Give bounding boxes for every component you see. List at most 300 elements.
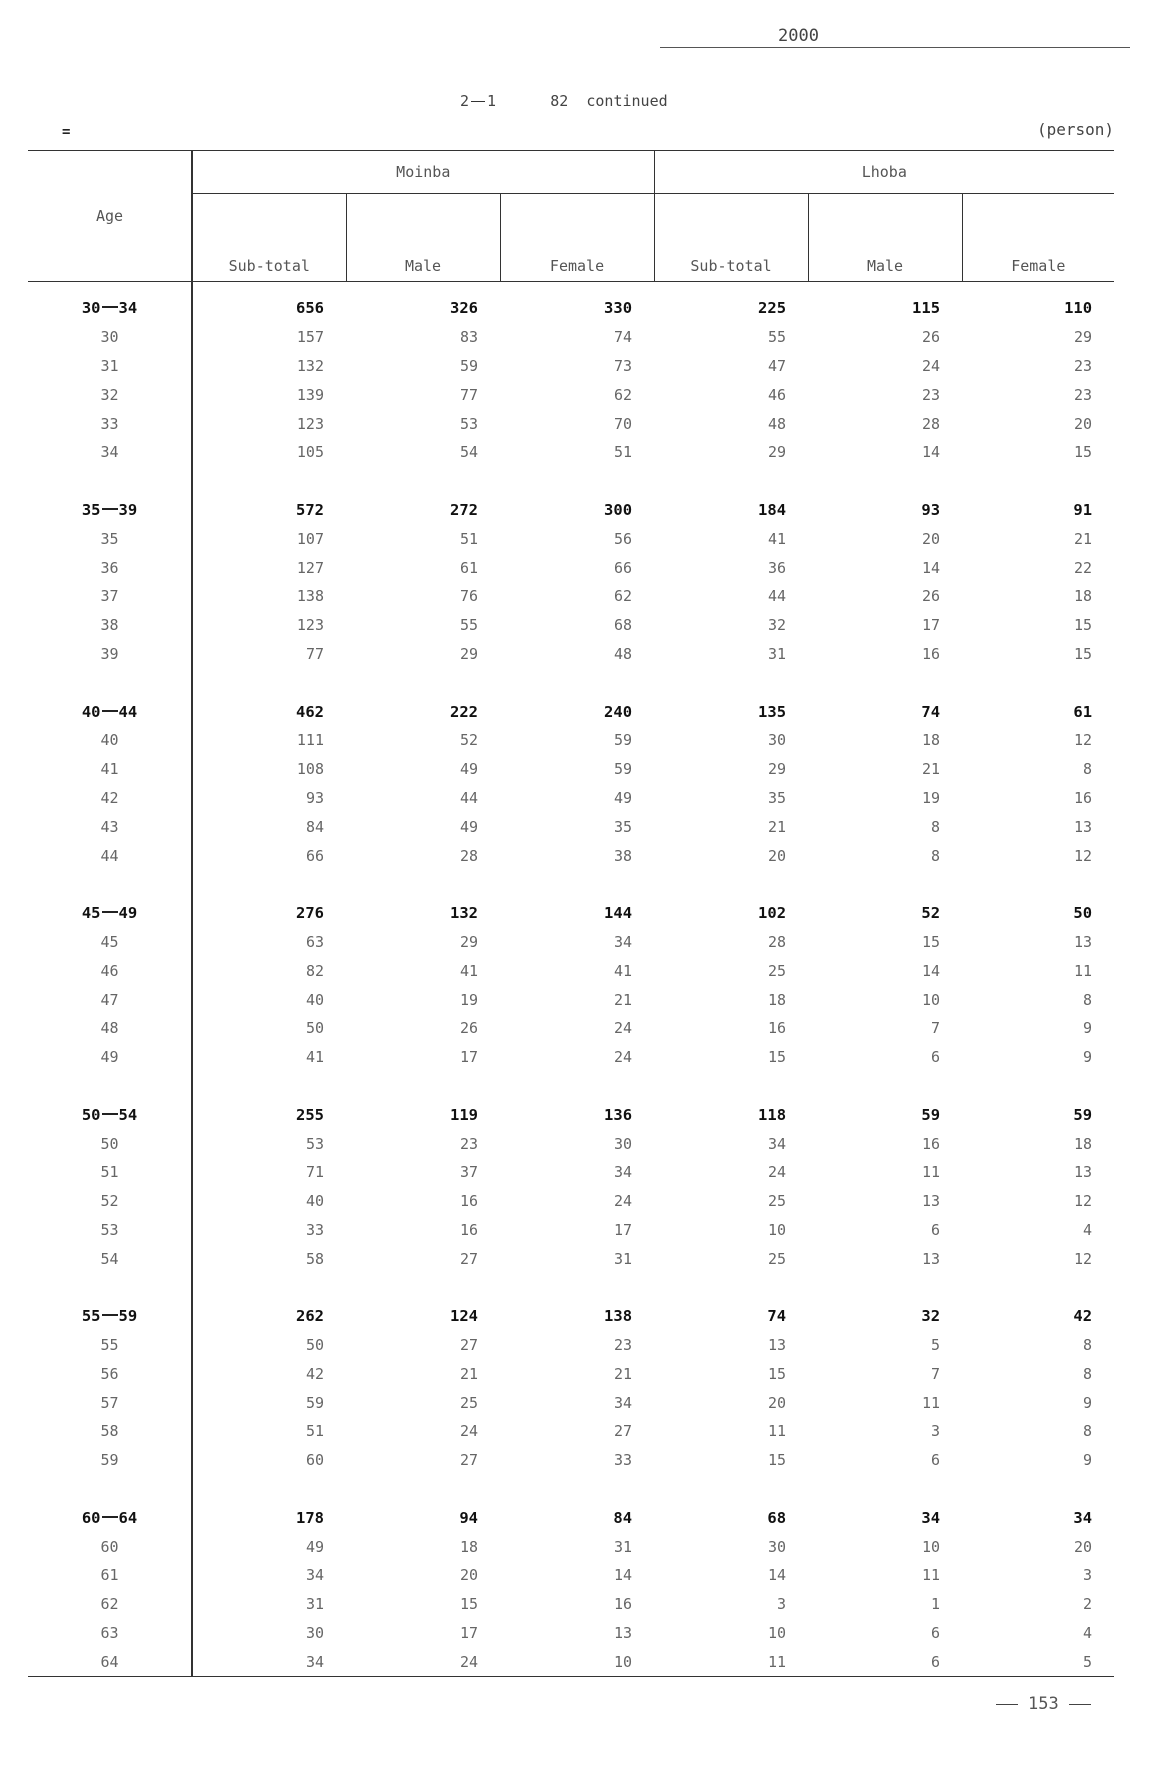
age-from: 50: [81, 1105, 101, 1124]
range-dash: [102, 508, 118, 510]
age-from: 30: [81, 299, 101, 318]
value-cell: 11: [767, 1422, 787, 1441]
value-cell: 6: [931, 1048, 941, 1067]
value-cell: 52: [459, 731, 478, 750]
value-cell: 17: [459, 1048, 478, 1067]
spacer-cell: [808, 668, 962, 697]
caption-left: 2: [460, 92, 470, 110]
value-cell: 14: [921, 443, 941, 462]
value-cell: 54: [459, 443, 478, 462]
age-group-row: [28, 697, 1114, 726]
value-cell: 59: [613, 760, 633, 779]
value-cell: 26: [921, 587, 941, 606]
value-cell: 8: [1083, 760, 1093, 779]
page-number-value: 153: [1028, 1694, 1059, 1714]
age-cell: 45: [28, 928, 192, 957]
spacer-cell: [500, 870, 654, 899]
spacer-cell: [346, 1072, 500, 1101]
age-cell: 62: [28, 1590, 192, 1619]
table-row: [28, 1388, 1114, 1417]
value-cell: 50: [305, 1336, 324, 1355]
subheader-subtotal: Sub-total: [654, 194, 808, 282]
value-cell: 12: [1074, 1249, 1093, 1268]
value-cell: 138: [296, 587, 324, 606]
value-cell: 30: [305, 1624, 324, 1643]
table-row: [28, 553, 1114, 582]
value-cell: 33: [305, 1220, 324, 1239]
age-to: 34: [118, 299, 138, 318]
spacer-cell: [192, 467, 346, 496]
group-total-cell: 326: [450, 299, 478, 318]
value-cell: 59: [613, 731, 633, 750]
value-cell: 18: [1074, 587, 1093, 606]
group-total-cell: 656: [296, 299, 324, 318]
group-total-cell: 68: [767, 1508, 787, 1527]
value-cell: 41: [767, 529, 787, 548]
spacer-cell: [346, 668, 500, 697]
age-to: 39: [118, 500, 138, 519]
age-group-label: [28, 1302, 192, 1331]
value-cell: 29: [767, 443, 787, 462]
value-cell: 28: [921, 414, 941, 433]
value-cell: 51: [613, 443, 633, 462]
table-row: [28, 928, 1114, 957]
value-cell: 60: [305, 1451, 324, 1470]
age-cell: 48: [28, 1014, 192, 1043]
value-cell: 132: [296, 356, 324, 375]
value-cell: 31: [767, 644, 787, 663]
value-cell: 19: [921, 788, 941, 807]
age-cell: 60: [28, 1532, 192, 1561]
group-total-cell: 74: [921, 702, 941, 721]
age-group-label: [28, 1100, 192, 1129]
table-row: [28, 438, 1114, 467]
group-total-cell: 136: [604, 1105, 633, 1124]
value-cell: 14: [767, 1566, 787, 1585]
spacer-cell: [654, 1475, 808, 1504]
value-cell: 46: [767, 385, 787, 404]
value-cell: 82: [305, 961, 324, 980]
value-cell: 21: [921, 760, 941, 779]
value-cell: 13: [1074, 932, 1093, 951]
value-cell: 139: [296, 385, 324, 404]
age-to: 64: [118, 1508, 138, 1527]
group-total-cell: 276: [296, 904, 324, 923]
age-cell: 49: [28, 1043, 192, 1072]
value-cell: 13: [1074, 1163, 1093, 1182]
value-cell: 16: [459, 1192, 478, 1211]
value-cell: 35: [767, 788, 787, 807]
value-cell: 53: [305, 1134, 324, 1153]
value-cell: 10: [767, 1624, 787, 1643]
value-cell: 55: [459, 616, 478, 635]
value-cell: 11: [1074, 961, 1093, 980]
value-cell: 58: [305, 1249, 324, 1268]
unit-label: (person): [1036, 120, 1114, 139]
spacer-cell: [346, 282, 500, 295]
value-cell: 23: [1074, 385, 1093, 404]
value-cell: 73: [613, 356, 633, 375]
value-cell: 18: [921, 731, 941, 750]
table-row: [28, 1129, 1114, 1158]
value-cell: 24: [459, 1422, 478, 1441]
range-dash: [102, 1113, 118, 1115]
spacer-cell: [808, 1072, 962, 1101]
table-row: [28, 524, 1114, 553]
value-cell: 3: [777, 1595, 787, 1614]
spacer-cell: [28, 870, 192, 899]
value-cell: 29: [459, 932, 478, 951]
caption-number: 82: [550, 92, 569, 110]
value-cell: 15: [1074, 616, 1093, 635]
age-group-row: [28, 1503, 1114, 1532]
spacer-cell: [28, 1273, 192, 1302]
page-number: [986, 1694, 1101, 1714]
value-cell: 9: [1083, 1451, 1093, 1470]
value-cell: 20: [459, 1566, 478, 1585]
age-group-label: [28, 1503, 192, 1532]
value-cell: 10: [500, 1647, 654, 1676]
spacer-cell: [962, 870, 1114, 899]
value-cell: 71: [305, 1163, 324, 1182]
subheader-male: Male: [808, 194, 962, 282]
value-cell: 21: [613, 990, 633, 1009]
range-dash: [102, 1516, 118, 1518]
table-row: [28, 1532, 1114, 1561]
value-cell: 20: [1074, 414, 1093, 433]
header-year: 2000: [660, 26, 1130, 48]
value-cell: 51: [305, 1422, 324, 1441]
group-total-cell: 102: [758, 904, 787, 923]
spacer-cell: [192, 282, 346, 295]
value-cell: 21: [1074, 529, 1093, 548]
group-total-cell: 225: [758, 299, 787, 318]
value-cell: 16: [767, 1019, 787, 1038]
spacer-cell: [808, 870, 962, 899]
spacer-cell: [346, 467, 500, 496]
value-cell: 107: [296, 529, 324, 548]
section-spacer: [28, 1273, 1114, 1302]
value-cell: 30: [613, 1134, 633, 1153]
table-row: [28, 1158, 1114, 1187]
value-cell: 108: [296, 760, 324, 779]
value-cell: 84: [305, 817, 324, 836]
spacer-cell: [500, 1273, 654, 1302]
value-cell: 24: [346, 1647, 500, 1676]
spacer-cell: [962, 467, 1114, 496]
table-row: [28, 352, 1114, 381]
group-total-cell: 93: [921, 500, 941, 519]
value-cell: 34: [305, 1566, 324, 1585]
spacer-cell: [192, 1273, 346, 1302]
spacer-cell: [654, 1072, 808, 1101]
section-spacer: [28, 282, 1114, 295]
value-cell: 29: [459, 644, 478, 663]
age-cell: 54: [28, 1244, 192, 1273]
value-cell: 8: [1083, 990, 1093, 1009]
value-cell: 13: [921, 1249, 941, 1268]
table-row: [28, 755, 1114, 784]
spacer-cell: [500, 282, 654, 295]
age-cell: 33: [28, 409, 192, 438]
value-cell: 63: [305, 932, 324, 951]
spacer-cell: [28, 282, 192, 295]
value-cell: 23: [459, 1134, 478, 1153]
table-row: [28, 1561, 1114, 1590]
group-total-cell: 59: [1073, 1105, 1093, 1124]
value-cell: 40: [305, 1192, 324, 1211]
group-total-cell: 119: [450, 1105, 478, 1124]
table-row: [28, 1647, 1114, 1676]
value-cell: 76: [459, 587, 478, 606]
value-cell: 123: [296, 616, 324, 635]
value-cell: 8: [1083, 1336, 1093, 1355]
value-cell: 93: [305, 788, 324, 807]
age-cell: 41: [28, 755, 192, 784]
value-cell: 2: [1083, 1595, 1093, 1614]
table-row: [28, 582, 1114, 611]
group-total-cell: 34: [1073, 1508, 1093, 1527]
age-group-row: [28, 1302, 1114, 1331]
group-total-cell: 300: [604, 500, 633, 519]
value-cell: 32: [767, 616, 787, 635]
value-cell: 12: [1074, 1192, 1093, 1211]
table-caption: [460, 92, 668, 110]
spacer-cell: [346, 1475, 500, 1504]
value-cell: 13: [1074, 817, 1093, 836]
group-total-cell: 115: [912, 299, 941, 318]
age-group-label: [28, 294, 192, 323]
value-cell: 28: [767, 932, 787, 951]
age-group-row: [28, 1100, 1114, 1129]
age-group-row: [28, 899, 1114, 928]
value-cell: 15: [459, 1595, 478, 1614]
value-cell: 6: [931, 1624, 941, 1643]
spacer-cell: [808, 1273, 962, 1302]
value-cell: 30: [767, 731, 787, 750]
value-cell: 31: [305, 1595, 324, 1614]
value-cell: 28: [459, 846, 478, 865]
age-to: 54: [118, 1105, 138, 1124]
spacer-cell: [654, 668, 808, 697]
value-cell: 35: [613, 817, 633, 836]
age-from: 35: [81, 500, 101, 519]
value-cell: 16: [459, 1220, 478, 1239]
value-cell: 26: [921, 328, 941, 347]
value-cell: 5: [931, 1336, 941, 1355]
age-group-label: [28, 496, 192, 525]
value-cell: 61: [459, 558, 478, 577]
group-total-cell: 178: [296, 1508, 324, 1527]
value-cell: 25: [767, 1192, 787, 1211]
value-cell: 27: [459, 1336, 478, 1355]
age-cell: 53: [28, 1216, 192, 1245]
value-cell: 16: [921, 644, 941, 663]
value-cell: 34: [613, 932, 633, 951]
table-row: [28, 1619, 1114, 1648]
value-cell: 15: [921, 932, 941, 951]
value-cell: 49: [305, 1537, 324, 1556]
group-total-cell: 240: [604, 702, 633, 721]
value-cell: 74: [613, 328, 633, 347]
value-cell: 48: [613, 644, 633, 663]
age-cell: 57: [28, 1388, 192, 1417]
age-group-label: [28, 899, 192, 928]
value-cell: 9: [1083, 1048, 1093, 1067]
value-cell: 34: [613, 1163, 633, 1182]
value-cell: 41: [459, 961, 478, 980]
value-cell: 7: [931, 1364, 941, 1383]
table-row: [28, 1331, 1114, 1360]
value-cell: 24: [613, 1048, 633, 1067]
age-to: 44: [118, 702, 138, 721]
value-cell: 15: [1074, 443, 1093, 462]
table-row: [28, 1187, 1114, 1216]
group-total-cell: 91: [1073, 500, 1093, 519]
value-cell: 10: [921, 990, 941, 1009]
section-spacer: [28, 467, 1114, 496]
value-cell: 48: [767, 414, 787, 433]
value-cell: 41: [305, 1048, 324, 1067]
section-spacer: [28, 1475, 1114, 1504]
age-from: 60: [81, 1508, 101, 1527]
value-cell: 34: [613, 1393, 633, 1412]
spacer-cell: [192, 1475, 346, 1504]
group-total-cell: 462: [296, 702, 324, 721]
value-cell: 53: [459, 414, 478, 433]
value-cell: 11: [921, 1566, 941, 1585]
age-to: 59: [118, 1307, 138, 1326]
caption-continued: continued: [586, 92, 668, 110]
group-total-cell: 42: [1073, 1307, 1093, 1326]
spacer-cell: [808, 282, 962, 295]
value-cell: 127: [296, 558, 324, 577]
caption-dash: [471, 101, 485, 102]
value-cell: 3: [931, 1422, 941, 1441]
value-cell: 4: [1083, 1220, 1093, 1239]
table-row: [28, 611, 1114, 640]
value-cell: 12: [1074, 846, 1093, 865]
value-cell: 15: [767, 1451, 787, 1470]
value-cell: 15: [1074, 644, 1093, 663]
value-cell: 6: [931, 1451, 941, 1470]
value-cell: 27: [459, 1451, 478, 1470]
subheader-female: Female: [500, 194, 654, 282]
value-cell: 24: [767, 1163, 787, 1182]
group-total-cell: 94: [459, 1508, 478, 1527]
value-cell: 9: [1083, 1019, 1093, 1038]
table-body: [28, 282, 1114, 1677]
group-total-cell: 572: [296, 500, 324, 519]
value-cell: 25: [459, 1393, 478, 1412]
value-cell: 31: [613, 1537, 633, 1556]
group-total-cell: 184: [758, 500, 787, 519]
age-from: 40: [81, 702, 101, 721]
table-row: [28, 409, 1114, 438]
value-cell: 50: [305, 1019, 324, 1038]
spacer-cell: [962, 1273, 1114, 1302]
group-total-cell: 59: [921, 1105, 941, 1124]
age-cell: 38: [28, 611, 192, 640]
value-cell: 30: [767, 1537, 787, 1556]
subheader-subtotal: Sub-total: [192, 194, 346, 282]
value-cell: 16: [921, 1134, 941, 1153]
value-cell: 41: [613, 961, 633, 980]
value-cell: 20: [767, 846, 787, 865]
table-row: [28, 640, 1114, 669]
group-total-cell: 144: [604, 904, 633, 923]
value-cell: 8: [1083, 1422, 1093, 1441]
group-header-lhoba: Lhoba: [654, 151, 1114, 194]
value-cell: 22: [1074, 558, 1093, 577]
spacer-cell: [28, 1072, 192, 1101]
group-total-cell: 32: [921, 1307, 941, 1326]
age-from: 55: [81, 1307, 101, 1326]
value-cell: 83: [459, 328, 478, 347]
group-total-cell: 50: [1073, 904, 1093, 923]
value-cell: 49: [613, 788, 633, 807]
group-total-cell: 138: [604, 1307, 633, 1326]
age-group-row: [28, 496, 1114, 525]
value-cell: 40: [305, 990, 324, 1009]
value-cell: 17: [459, 1624, 478, 1643]
table-row: [28, 1417, 1114, 1446]
spacer-cell: [192, 870, 346, 899]
age-from: 45: [81, 904, 101, 923]
value-cell: 51: [459, 529, 478, 548]
value-cell: 105: [296, 443, 324, 462]
group-total-cell: 132: [450, 904, 478, 923]
group-total-cell: 61: [1073, 702, 1093, 721]
value-cell: 34: [192, 1647, 346, 1676]
section-spacer: [28, 1072, 1114, 1101]
value-cell: 20: [921, 529, 941, 548]
value-cell: 20: [767, 1393, 787, 1412]
spacer-cell: [808, 1475, 962, 1504]
value-cell: 18: [767, 990, 787, 1009]
value-cell: 5: [962, 1647, 1114, 1676]
age-cell: 40: [28, 726, 192, 755]
value-cell: 111: [296, 731, 324, 750]
value-cell: 7: [931, 1019, 941, 1038]
group-total-cell: 222: [450, 702, 478, 721]
value-cell: 70: [613, 414, 633, 433]
page-dash-left: [996, 1704, 1018, 1705]
spacer-cell: [192, 668, 346, 697]
age-cell: 55: [28, 1331, 192, 1360]
age-cell: 43: [28, 812, 192, 841]
group-total-cell: 118: [758, 1105, 787, 1124]
age-cell: 36: [28, 553, 192, 582]
value-cell: 31: [613, 1249, 633, 1268]
value-cell: 21: [613, 1364, 633, 1383]
table-row: [28, 323, 1114, 352]
table-row: [28, 985, 1114, 1014]
spacer-cell: [654, 282, 808, 295]
table-row: [28, 1014, 1114, 1043]
table-row: [28, 1446, 1114, 1475]
value-cell: 29: [1074, 328, 1093, 347]
population-table: [28, 150, 1114, 1677]
subheader-female: Female: [962, 194, 1114, 282]
group-total-cell: 272: [450, 500, 478, 519]
value-cell: 56: [613, 529, 633, 548]
value-cell: 42: [305, 1364, 324, 1383]
value-cell: 27: [613, 1422, 633, 1441]
age-cell: 59: [28, 1446, 192, 1475]
spacer-cell: [192, 1072, 346, 1101]
value-cell: 77: [459, 385, 478, 404]
